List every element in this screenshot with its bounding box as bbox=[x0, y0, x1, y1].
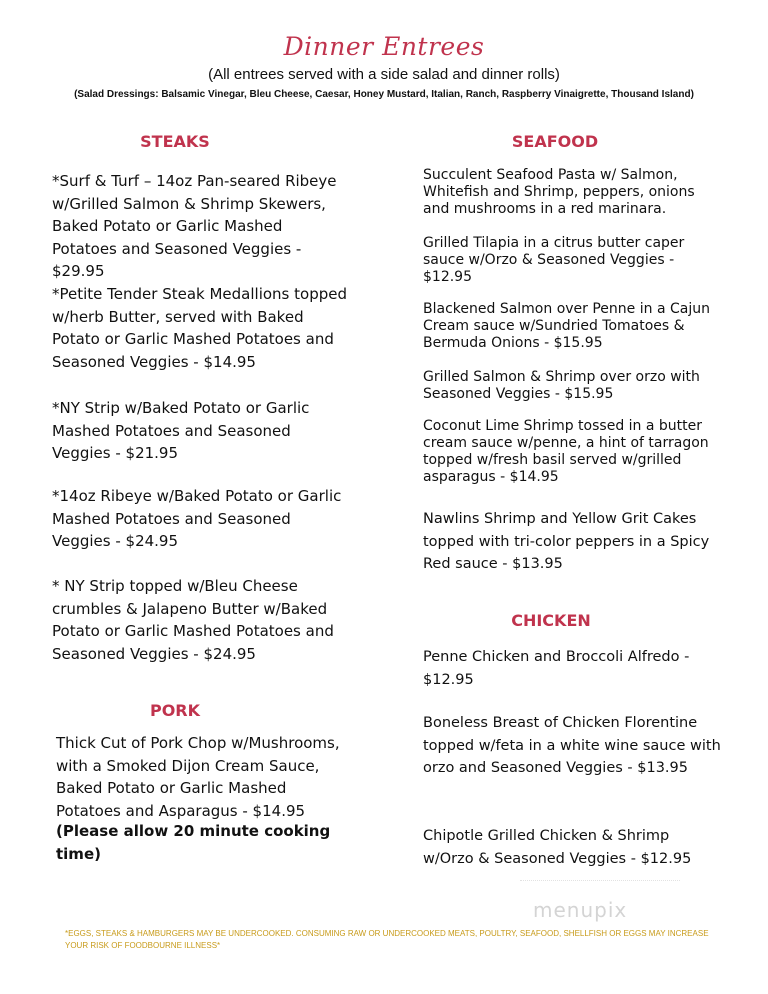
chicken-heading: CHICKEN bbox=[511, 611, 591, 630]
seafood-item: Grilled Tilapia in a citrus butter caper sauce w/Orzo & Seasoned Veggies - $12.95 bbox=[423, 235, 685, 285]
seafood-item: Grilled Salmon & Shrimp over orzo with Seasoned Veggies - $15.95 bbox=[423, 369, 700, 402]
salad-dressings: (Salad Dressings: Balsamic Vinegar, Bleu Cheese, Caesar, Honey Mustard, Italian, Ranch, Raspberry Vinaigrette, Thousand Island) bbox=[74, 89, 694, 100]
pork-heading: PORK bbox=[149, 701, 201, 720]
steak-item: *Surf & Turf – 14oz Pan-seared Ribeye w/Grilled Salmon & Shrimp Skewers, Baked Potato or Garlic Mashed Potatoes and Seasoned Veggies - $29.95 bbox=[52, 172, 337, 280]
food-safety-footnote: *EGGS, STEAKS & HAMBURGERS MAY BE UNDERCOOKED. CONSUMING RAW OR UNDERCOOKED MEATS, POULTRY, SEAFOOD, SHELLFISH OR EGGS MAY INCREASE YOUR RISK OF FOODBOURNE ILLNESS* bbox=[65, 929, 709, 950]
pork-item: Thick Cut of Pork Chop w/Mushrooms, with a Smoked Dijon Cream Sauce, Baked Potato or Garlic Mashed Potatoes and Asparagus - $14.95 bbox=[56, 734, 340, 820]
seafood-item: Blackened Salmon over Penne in a Cajun Cream sauce w/Sundried Tomatoes & Bermuda Onions - $15.95 bbox=[423, 301, 710, 351]
steaks-heading: STEAKS bbox=[140, 132, 210, 151]
steak-item: *NY Strip w/Baked Potato or Garlic Mashed Potatoes and Seasoned Veggies - $21.95 bbox=[52, 399, 310, 462]
watermark-logo: menupix bbox=[533, 898, 628, 922]
page-title: Dinner Entrees bbox=[283, 32, 485, 61]
steak-item: *Petite Tender Steak Medallions topped w/herb Butter, served with Baked Potato or Garlic Mashed Potatoes and Seasoned Veggies - $14.95 bbox=[52, 285, 347, 371]
pork-note: (Please allow 20 minute cooking time) bbox=[56, 822, 331, 863]
seafood-item: Coconut Lime Shrimp tossed in a butter cream sauce w/penne, a hint of tarragon topped w/fresh basil served w/grilled asparagus - $14.95 bbox=[423, 418, 709, 485]
watermark-divider bbox=[520, 880, 680, 895]
subtitle: (All entrees served with a side salad and dinner rolls) bbox=[208, 66, 560, 83]
chicken-item: Chipotle Grilled Chicken & Shrimp w/Orzo & Seasoned Veggies - $12.95 bbox=[423, 828, 692, 867]
chicken-item: Boneless Breast of Chicken Florentine topped w/feta in a white wine sauce with orzo and Seasoned Veggies - $13.95 bbox=[423, 715, 721, 776]
seafood-heading: SEAFOOD bbox=[511, 132, 599, 151]
seafood-item: Nawlins Shrimp and Yellow Grit Cakes topped with tri-color peppers in a Spicy Red sauce - $13.95 bbox=[423, 511, 710, 572]
steak-item: *14oz Ribeye w/Baked Potato or Garlic Mashed Potatoes and Seasoned Veggies - $24.95 bbox=[52, 487, 342, 550]
seafood-item: Succulent Seafood Pasta w/ Salmon, Whitefish and Shrimp, peppers, onions and mushrooms in a red marinara. bbox=[423, 167, 695, 217]
chicken-item: Penne Chicken and Broccoli Alfredo - $12.95 bbox=[423, 649, 690, 688]
steak-item: * NY Strip topped w/Bleu Cheese crumbles & Jalapeno Butter w/Baked Potato or Garlic Mashed Potatoes and Seasoned Veggies - $24.95 bbox=[52, 577, 334, 663]
